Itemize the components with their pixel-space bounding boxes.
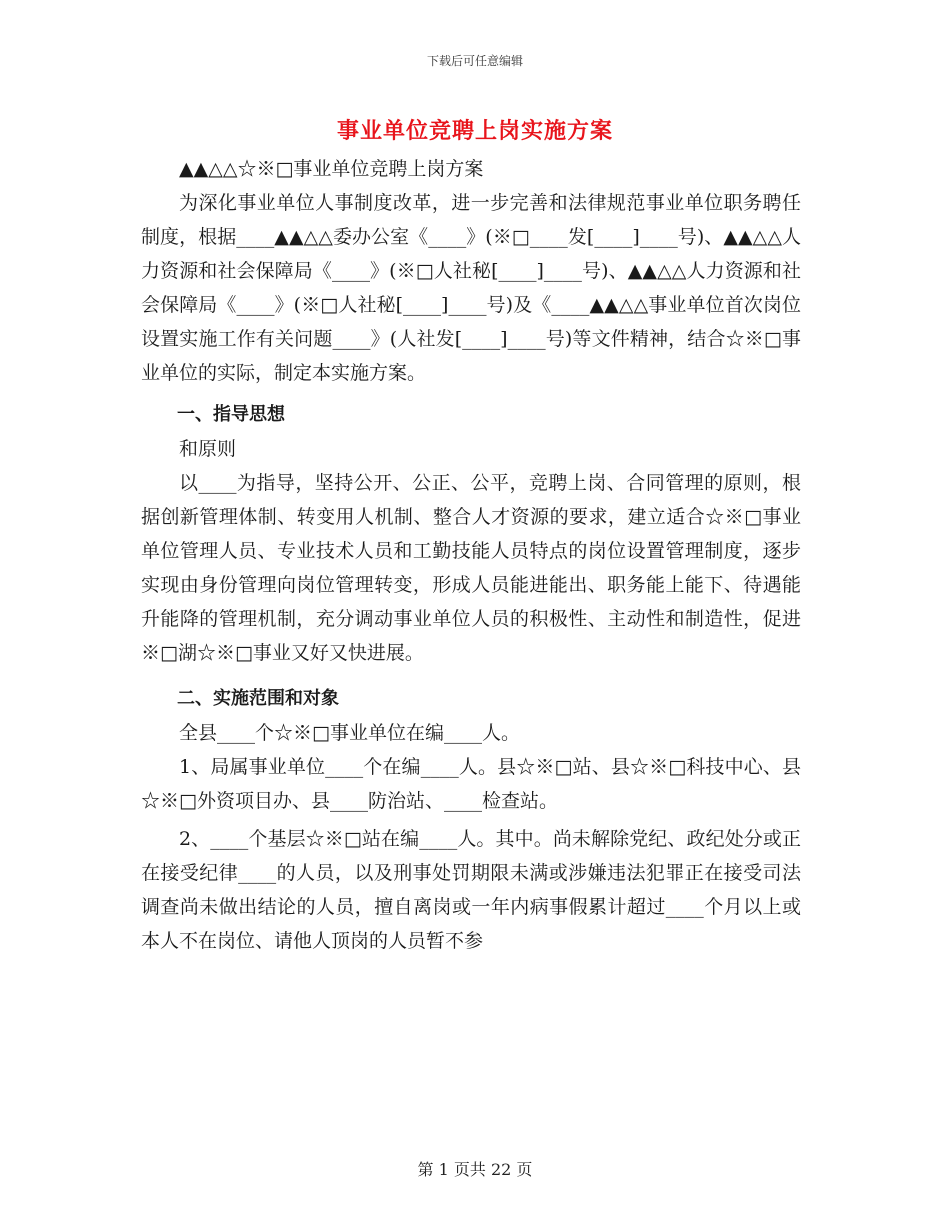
intro-paragraph: 为深化事业单位人事制度改革，进一步完善和法律规范事业单位职务聘任制度，根据____▲▲△△委办公室《____》(※□____发[____]____号)、▲▲△△人力资源和社会保障局《____》(※□人社秘[____]____号)、▲▲△△人力资源和社会保障局《____》(※□人社秘[____]____号)及《____▲▲△△事业单位首次岗位设置实施工作有关问题____》(人社发[____]____号)等文件精神，结合☆※□事业单位的实际，制定本实施方案。	[141, 192, 801, 384]
document-subtitle: ▲▲△△☆※□事业单位竞聘上岗方案	[179, 158, 484, 180]
list-item: 1、局属事业单位____个在编____人。县☆※□站、县☆※□科技中心、县☆※□外资项目办、县____防治站、____检查站。	[141, 756, 801, 812]
section1-heading: 一、指导思想	[177, 404, 285, 425]
section1-body: 以____为指导，坚持公开、公正、公平，竞聘上岗、合同管理的原则，根据创新管理体制、转变用人机制、整合人才资源的要求，建立适合☆※□事业单位管理人员、专业技术人员和工勤技能人员特点的岗位设置管理制度，逐步实现由身份管理向岗位管理转变，形成人员能进能出、职务能上能下、待遇能升能降的管理机制，充分调动事业单位人员的积极性、主动性和制造性，促进※□湖☆※□事业又好又快进展。	[141, 472, 801, 664]
document-title: 事业单位竞聘上岗实施方案	[336, 118, 613, 144]
section2-heading: 二、实施范围和对象	[177, 688, 339, 709]
section2-intro: 全县____个☆※□事业单位在编____人。	[179, 722, 520, 744]
page-number: 第 1 页共 22 页	[417, 1160, 533, 1179]
section1-subheading: 和原则	[179, 438, 237, 460]
header-note: 下载后可任意编辑	[426, 54, 523, 68]
document-body	[141, 152, 801, 958]
list-item: 2、____个基层☆※□站在编____人。其中。尚未解除党纪、政纪处分或正在接受纪律____的人员，以及刑事处罚期限未满或涉嫌违法犯罪正在接受司法调查尚未做出结论的人员，擅自离岗或一年内病事假累计超过____个月以上或本人不在岗位、请他人顶岗的人员暂不参	[141, 828, 801, 952]
